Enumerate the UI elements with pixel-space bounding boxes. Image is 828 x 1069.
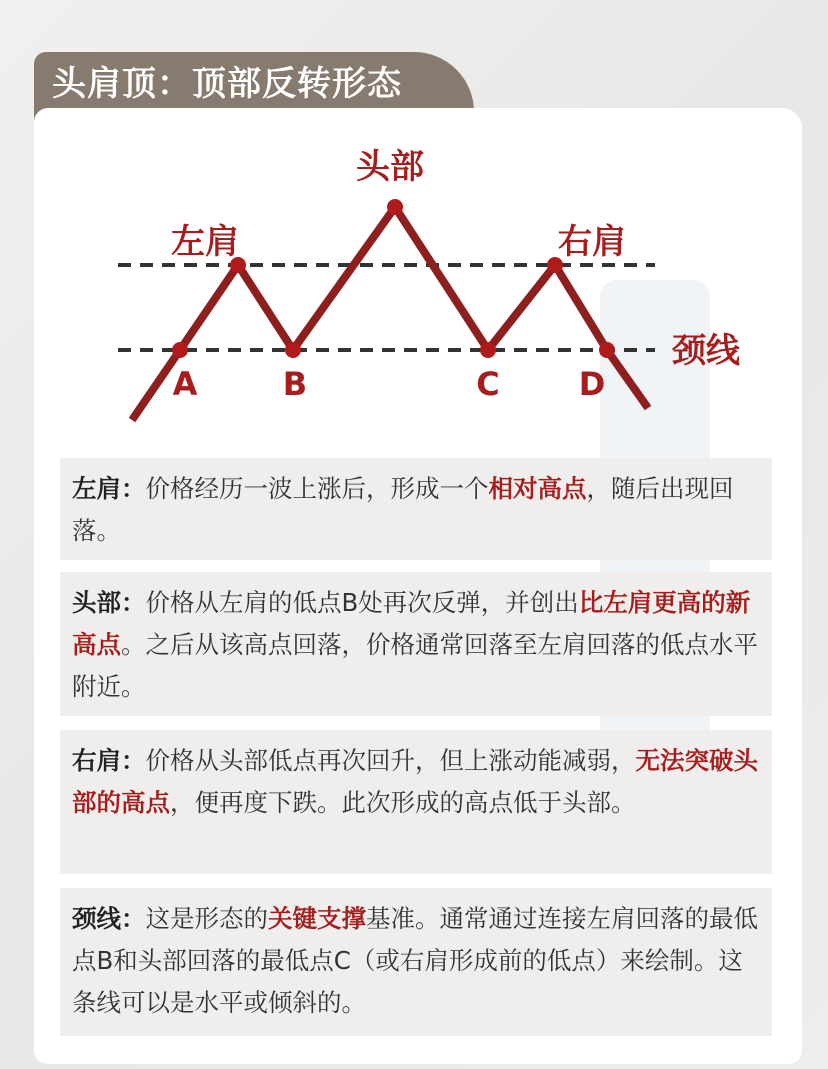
- description-text: 价格从左肩的低点B处再次反弹，并创出: [145, 588, 579, 617]
- right-shoulder-label: 右肩: [558, 222, 626, 262]
- left-shoulder-description: [60, 458, 772, 560]
- head-label: 头部: [356, 147, 424, 187]
- right-shoulder-term: 右肩: [72, 746, 121, 775]
- neckline-label: 颈线: [672, 331, 740, 371]
- point-c-dot: [480, 342, 496, 358]
- point-c-label: C: [476, 365, 500, 403]
- term-separator: ：: [121, 474, 146, 503]
- description-text: ，便再度下跌。此次形成的高点低于头部。: [170, 788, 636, 817]
- head-description: [60, 572, 772, 716]
- description-text: 这是形态的: [145, 904, 268, 933]
- highlight-text: 比左肩更高的新高点: [72, 588, 751, 659]
- description-text: 基准。通常通过连接左肩回落的最低点B和头部回落的最低点C（或右肩形成前的低点）来绘制。这条线可以是水平或倾斜的。: [72, 904, 758, 1017]
- point-b-dot: [285, 342, 301, 358]
- left-shoulder-term: 左肩: [72, 474, 121, 503]
- description-text: 价格经历一波上涨后，形成一个: [145, 474, 489, 503]
- point-d-dot: [599, 342, 615, 358]
- highlight-text: 无法突破头部的高点: [72, 746, 758, 817]
- left-shoulder-label: 左肩: [171, 222, 239, 262]
- right-shoulder-description: [60, 730, 772, 874]
- point-a-label: A: [172, 365, 198, 403]
- head-shoulders-diagram: [0, 0, 828, 450]
- page-title: 头肩顶：顶部反转形态: [52, 64, 402, 104]
- term-separator: ：: [121, 904, 146, 933]
- description-text: ，随后出现回落。: [72, 474, 734, 545]
- highlight-text: 相对高点: [488, 474, 587, 503]
- point-d-label: D: [578, 365, 606, 403]
- point-a-dot: [172, 342, 188, 358]
- head-dot: [387, 199, 403, 215]
- term-separator: ：: [121, 746, 146, 775]
- description-text: 价格从头部低点再次回升，但上涨动能减弱，: [145, 746, 636, 775]
- neckline-description: [60, 888, 772, 1036]
- description-text: 。之后从该高点回落，价格通常回落至左肩回落的低点水平附近。: [72, 630, 758, 701]
- point-b-label: B: [282, 365, 308, 403]
- highlight-text: 关键支撑: [268, 904, 366, 933]
- head-term: 头部: [72, 588, 121, 617]
- term-separator: ：: [121, 588, 146, 617]
- neckline-term: 颈线: [72, 904, 121, 933]
